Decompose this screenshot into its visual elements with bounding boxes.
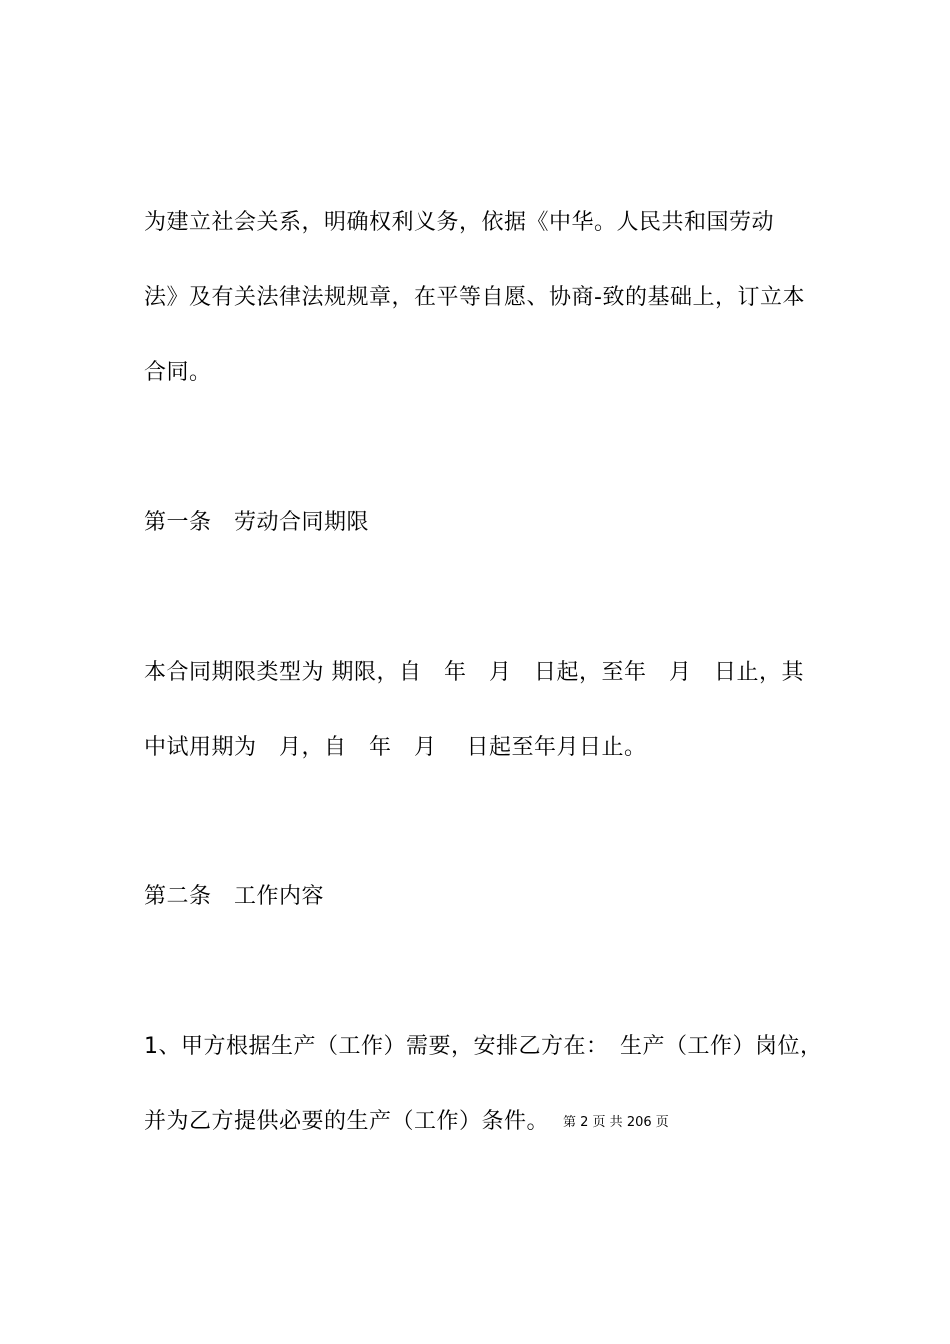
- intro-line-2: 法》及有关法律法规规章，在平等自愿、协商-致的基础上，订立本: [144, 285, 805, 310]
- article-1-heading: 第一条 劳动合同期限: [144, 510, 370, 535]
- intro-line-3: 合同。: [144, 360, 212, 385]
- article-2-line-2-container: [144, 1107, 669, 1138]
- page-indicator: 第 2 页 共 206 页: [563, 1115, 669, 1130]
- article-2-line-2: 并为乙方提供必要的生产（工作）条件。: [144, 1109, 550, 1134]
- article-2-heading: 第二条 工作内容: [144, 884, 325, 909]
- article-1-line-1: 本合同期限类型为 期限，自 年 月 日起，至年 月 日止，其: [144, 660, 804, 685]
- intro-line-1: 为建立社会关系，明确权利义务，依据《中华。人民共和国劳动: [144, 210, 775, 235]
- article-2-line-1: 1、甲方根据生产（工作）需要，安排乙方在： 生产（工作）岗位，: [144, 1034, 823, 1059]
- article-1-line-2: 中试用期为 月，自 年 月 日起至年月日止。: [144, 735, 647, 760]
